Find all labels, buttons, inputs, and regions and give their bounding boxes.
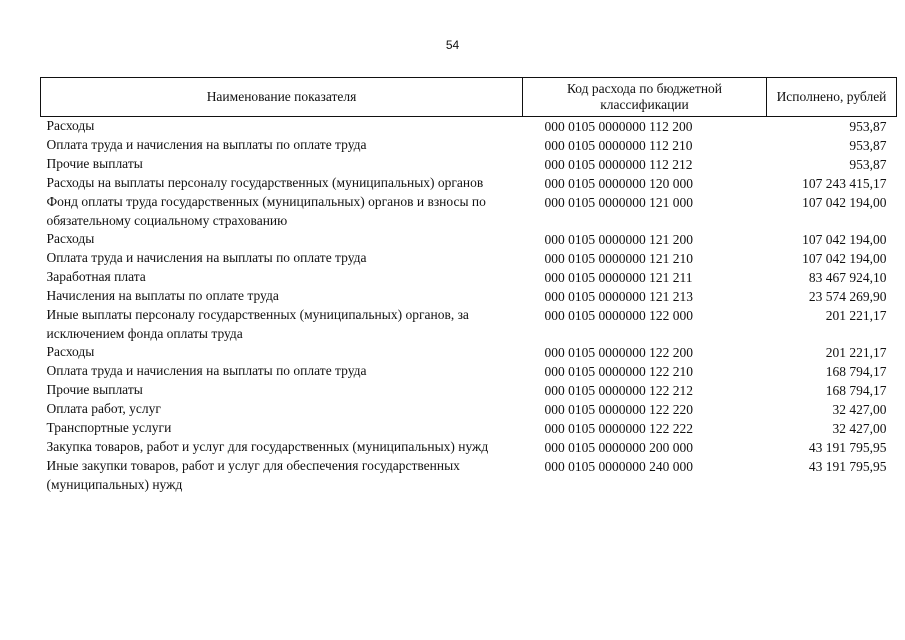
executed-amount-cell: 953,87 [849, 138, 887, 153]
table-row [41, 136, 897, 155]
budget-code-cell: 000 0105 0000000 112 200 [544, 119, 693, 134]
executed-amount-cell: 32 427,00 [832, 402, 887, 417]
table-row [41, 230, 897, 249]
budget-code-cell: 000 0105 0000000 120 000 [544, 176, 693, 191]
indicator-name-cell: Расходы [46, 118, 95, 133]
indicator-name-cell: Фонд оплаты труда государственных (муниципальных) органов и взносы по обязательному социальному страхованию [46, 194, 486, 228]
table-row [41, 268, 897, 287]
executed-amount-cell: 201 221,17 [825, 345, 887, 360]
budget-code-cell: 000 0105 0000000 122 210 [544, 364, 693, 379]
indicator-name-cell: Начисления на выплаты по оплате труда [46, 288, 279, 303]
executed-amount-cell: 32 427,00 [832, 421, 887, 436]
indicator-name-cell: Расходы [46, 344, 95, 359]
expenditure-table [40, 77, 897, 494]
indicator-name-cell: Транспортные услуги [46, 420, 172, 435]
executed-amount-cell: 43 191 795,95 [808, 440, 887, 455]
executed-amount-cell: 953,87 [849, 119, 887, 134]
executed-amount-cell: 107 243 415,17 [802, 176, 887, 191]
table-row [41, 306, 897, 343]
indicator-name-cell: Оплата работ, услуг [46, 401, 161, 416]
table-body [41, 117, 897, 495]
budget-code-cell: 000 0105 0000000 240 000 [544, 459, 693, 474]
table-row [41, 438, 897, 457]
table-row [41, 193, 897, 230]
budget-code-cell: 000 0105 0000000 121 000 [544, 195, 693, 210]
budget-code-cell: 000 0105 0000000 121 211 [544, 270, 693, 285]
executed-amount-cell: 168 794,17 [825, 364, 887, 379]
budget-code-cell: 000 0105 0000000 112 212 [544, 157, 693, 172]
indicator-name-cell: Расходы на выплаты персоналу государственных (муниципальных) органов [46, 175, 484, 190]
indicator-name-cell: Прочие выплаты [46, 156, 143, 171]
table-row [41, 362, 897, 381]
table-row [41, 457, 897, 494]
indicator-name-cell: Оплата труда и начисления на выплаты по оплате труда [46, 137, 367, 152]
header-executed-amount: Исполнено, рублей [767, 78, 897, 117]
executed-amount-cell: 107 042 194,00 [802, 195, 887, 210]
indicator-name-cell: Оплата труда и начисления на выплаты по оплате труда [46, 250, 367, 265]
table-row [41, 400, 897, 419]
executed-amount-cell: 83 467 924,10 [808, 270, 887, 285]
indicator-name-cell: Заработная плата [46, 269, 146, 284]
table-row [41, 343, 897, 362]
executed-amount-cell: 201 221,17 [825, 308, 887, 323]
budget-code-cell: 000 0105 0000000 112 210 [544, 138, 693, 153]
table-row [41, 249, 897, 268]
header-budget-code: Код расхода по бюджетной классификации [523, 78, 767, 117]
header-indicator-name: Наименование показателя [41, 78, 523, 117]
table-header [41, 78, 897, 117]
budget-code-cell: 000 0105 0000000 122 000 [544, 308, 693, 323]
header-row [41, 78, 897, 117]
table-row [41, 155, 897, 174]
indicator-name-cell: Оплата труда и начисления на выплаты по оплате труда [46, 363, 367, 378]
budget-code-cell: 000 0105 0000000 121 213 [544, 289, 693, 304]
indicator-name-cell: Иные закупки товаров, работ и услуг для обеспечения государственных (муниципальных) нужд [46, 458, 460, 492]
table-row [41, 117, 897, 137]
table-row [41, 174, 897, 193]
indicator-name-cell: Прочие выплаты [46, 382, 143, 397]
page-number: 54 [445, 38, 460, 52]
budget-code-cell: 000 0105 0000000 122 200 [544, 345, 693, 360]
expenditure-table-container [40, 77, 896, 494]
executed-amount-cell: 168 794,17 [825, 383, 887, 398]
executed-amount-cell: 953,87 [849, 157, 887, 172]
executed-amount-cell: 43 191 795,95 [808, 459, 887, 474]
executed-amount-cell: 107 042 194,00 [802, 251, 887, 266]
budget-code-cell: 000 0105 0000000 122 220 [544, 402, 693, 417]
budget-code-cell: 000 0105 0000000 122 212 [544, 383, 693, 398]
indicator-name-cell: Иные выплаты персоналу государственных (муниципальных) органов, за исключением фонда оплаты труда [46, 307, 469, 341]
table-row [41, 381, 897, 400]
budget-code-cell: 000 0105 0000000 200 000 [544, 440, 693, 455]
budget-code-cell: 000 0105 0000000 121 200 [544, 232, 693, 247]
indicator-name-cell: Закупка товаров, работ и услуг для государственных (муниципальных) нужд [46, 439, 489, 454]
budget-code-cell: 000 0105 0000000 122 222 [544, 421, 693, 436]
table-row [41, 419, 897, 438]
executed-amount-cell: 23 574 269,90 [808, 289, 887, 304]
budget-code-cell: 000 0105 0000000 121 210 [544, 251, 693, 266]
indicator-name-cell: Расходы [46, 231, 95, 246]
table-row [41, 287, 897, 306]
executed-amount-cell: 107 042 194,00 [802, 232, 887, 247]
